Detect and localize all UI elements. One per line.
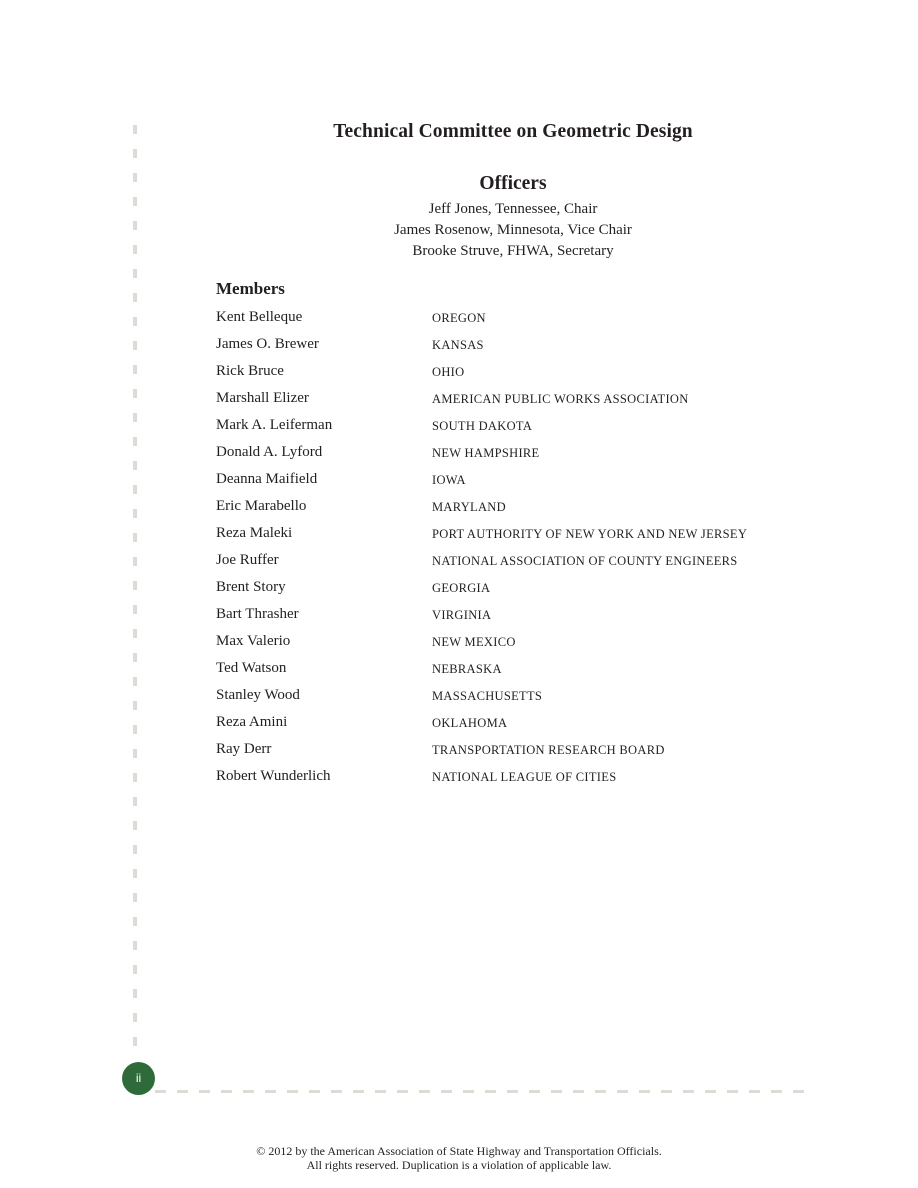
member-affiliation: SOUTH DAKOTA	[432, 419, 533, 433]
officers-list	[0, 199, 918, 262]
member-row	[216, 658, 796, 685]
member-affiliation: OKLAHOMA	[432, 716, 508, 730]
page-title: Technical Committee on Geometric Design	[333, 121, 693, 142]
member-affiliation: PORT AUTHORITY OF NEW YORK AND NEW JERSEY	[432, 527, 748, 541]
page-number-badge: ii	[122, 1062, 155, 1095]
member-affiliation: AMERICAN PUBLIC WORKS ASSOCIATION	[432, 392, 689, 406]
member-affiliation: MASSACHUSETTS	[432, 689, 543, 703]
member-name: Bart Thrasher	[216, 606, 299, 622]
member-affiliation: KANSAS	[432, 338, 484, 352]
member-affiliation: NEW MEXICO	[432, 635, 516, 649]
officer-vice-chair: James Rosenow, Minnesota, Vice Chair	[394, 222, 632, 238]
member-name: Kent Belleque	[216, 309, 303, 325]
member-row	[216, 307, 796, 334]
member-name: Mark A. Leiferman	[216, 417, 333, 433]
member-name: Marshall Elizer	[216, 390, 309, 406]
member-name: Robert Wunderlich	[216, 768, 331, 784]
member-affiliation: NATIONAL LEAGUE OF CITIES	[432, 770, 617, 784]
member-affiliation: MARYLAND	[432, 500, 506, 514]
rights-line: All rights reserved. Duplication is a violation of applicable law.	[306, 1158, 612, 1172]
member-name: Max Valerio	[216, 633, 291, 649]
member-row	[216, 523, 796, 550]
members-list	[216, 307, 796, 793]
member-row	[216, 361, 796, 388]
member-name: Donald A. Lyford	[216, 444, 323, 460]
member-name: Eric Marabello	[216, 498, 307, 514]
member-affiliation: NATIONAL ASSOCIATION OF COUNTY ENGINEERS	[432, 554, 738, 568]
member-name: Reza Maleki	[216, 525, 293, 541]
member-row	[216, 334, 796, 361]
member-name: Ray Derr	[216, 741, 272, 757]
member-affiliation: IOWA	[432, 473, 466, 487]
member-row	[216, 442, 796, 469]
member-row	[216, 577, 796, 604]
member-affiliation: OHIO	[432, 365, 465, 379]
member-affiliation: NEBRASKA	[432, 662, 502, 676]
member-name: Ted Watson	[216, 660, 287, 676]
officers-heading: Officers	[479, 173, 547, 194]
member-row	[216, 496, 796, 523]
officer-chair: Jeff Jones, Tennessee, Chair	[428, 201, 598, 217]
member-row	[216, 766, 796, 793]
member-row	[216, 388, 796, 415]
member-affiliation: GEORGIA	[432, 581, 491, 595]
member-name: Brent Story	[216, 579, 286, 595]
member-name: Joe Ruffer	[216, 552, 279, 568]
member-name: Rick Bruce	[216, 363, 284, 379]
member-name: James O. Brewer	[216, 336, 319, 352]
bottom-dashed-rule	[155, 1090, 813, 1093]
members-heading: Members	[216, 279, 285, 298]
member-row	[216, 712, 796, 739]
member-name: Deanna Maifield	[216, 471, 318, 487]
member-row	[216, 550, 796, 577]
member-name: Reza Amini	[216, 714, 288, 730]
officer-secretary: Brooke Struve, FHWA, Secretary	[412, 243, 614, 259]
copyright-notice	[0, 1144, 918, 1172]
copyright-line: © 2012 by the American Association of State Highway and Transportation Officials.	[256, 1144, 662, 1158]
member-row	[216, 415, 796, 442]
member-row	[216, 631, 796, 658]
member-affiliation: NEW HAMPSHIRE	[432, 446, 540, 460]
member-name: Stanley Wood	[216, 687, 300, 703]
member-affiliation: OREGON	[432, 311, 486, 325]
left-dashed-rule	[133, 125, 137, 1053]
member-row	[216, 469, 796, 496]
member-affiliation: TRANSPORTATION RESEARCH BOARD	[432, 743, 665, 757]
member-row	[216, 685, 796, 712]
member-affiliation: VIRGINIA	[432, 608, 492, 622]
member-row	[216, 739, 796, 766]
member-row	[216, 604, 796, 631]
